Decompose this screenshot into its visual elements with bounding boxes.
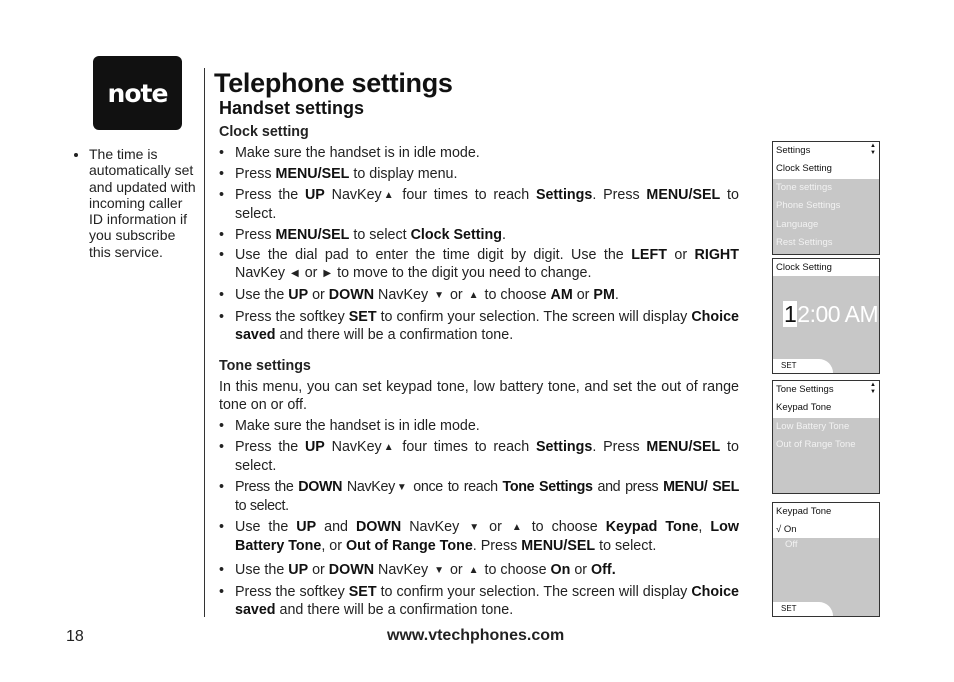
scroll-arrows-icon: ▲ ▼: [870, 382, 876, 395]
note-badge: [93, 56, 182, 130]
up-triangle-icon: ▲: [511, 521, 522, 533]
note-text: [71, 146, 197, 260]
menu-item: Low Battery Tone: [776, 420, 850, 432]
clock-steps: [219, 144, 739, 344]
main-content: [219, 123, 739, 622]
note-label: note: [107, 78, 168, 108]
list-item: • Use the dial pad to enter the time digit by digit. Use the LEFT or RIGHT NavKey ◀ or ▶ to move to the digit you need to change.: [219, 246, 739, 283]
menu-item: Rest Settings: [776, 237, 833, 248]
page-title: Telephone settings: [214, 68, 453, 98]
list-item: • Use the UP or DOWN NavKey ▼ or ▲ to choose AM or PM.: [219, 286, 739, 305]
menu-item: Tone settings: [776, 181, 832, 193]
screen-title: Keypad Tone: [773, 503, 879, 521]
tone-steps: [219, 417, 739, 619]
list-item: • Make sure the handset is in idle mode.: [219, 144, 739, 162]
settings-screen: [772, 141, 880, 255]
down-triangle-icon: ▼: [434, 565, 444, 577]
tone-heading: Tone settings: [219, 357, 311, 374]
time-cursor-digit: 1: [784, 301, 797, 327]
list-item: • Press MENU/SEL to display menu.: [219, 165, 739, 183]
list-item: • Use the UP or DOWN NavKey ▼ or ▲ to choose On or Off.: [219, 561, 739, 580]
right-triangle-icon: ▶: [323, 268, 332, 280]
up-triangle-icon: ▲: [468, 565, 479, 577]
menu-item: Out of Range Tone: [776, 439, 856, 450]
set-softkey: SET: [773, 602, 833, 616]
page-number: 18: [66, 628, 84, 645]
list-item: • Use the UP and DOWN NavKey ▼ or ▲ to choose Keypad Tone, Low Battery Tone, or Out of Range Tone. Press MENU/SEL to select.: [219, 518, 739, 555]
option-off: Off: [785, 539, 798, 550]
keypad-tone-screen: [772, 502, 880, 617]
clock-screen: [772, 258, 880, 374]
screen-title: Clock Setting: [773, 259, 879, 276]
tone-screen: [772, 380, 880, 494]
list-item: • Make sure the handset is in idle mode.: [219, 417, 739, 435]
screen-title: Settings ▲ ▼: [773, 142, 879, 160]
tone-intro: In this menu, you can set keypad tone, low battery tone, and set the out of range tone on or off.: [219, 378, 739, 414]
list-item: • Press the softkey SET to confirm your selection. The screen will display Choice saved and there will be a confirmation tone.: [219, 583, 739, 619]
set-softkey: SET: [773, 359, 833, 373]
clock-heading: Clock setting: [219, 124, 309, 140]
menu-item: Language: [776, 218, 819, 230]
up-triangle-icon: ▲: [468, 290, 479, 302]
down-triangle-icon: ▼: [469, 521, 480, 533]
left-triangle-icon: ◀: [291, 268, 299, 280]
up-triangle-icon: ▲: [383, 442, 394, 454]
list-item: • Press the UP NavKey ▲ four times to reach Settings. Press MENU/SEL to select.: [219, 186, 739, 223]
screen-title: Tone Settings ▲ ▼: [773, 381, 879, 399]
divider: [204, 68, 205, 617]
scroll-arrows-icon: ▲ ▼: [870, 143, 876, 156]
list-item: • Press the softkey SET to confirm your selection. The screen will display Choice saved and there will be a confirmation tone.: [219, 308, 739, 344]
menu-item-selected: Clock Setting: [773, 160, 879, 179]
menu-item: Phone Settings: [776, 200, 841, 211]
time-display: 12:00 AM: [784, 301, 879, 327]
menu-item-selected: Keypad Tone: [773, 399, 879, 418]
option-on: √ On: [773, 521, 879, 538]
list-item: • Press the UP NavKey ▲ four times to reach Settings. Press MENU/SEL to select.: [219, 438, 739, 475]
list-item: • Press the DOWN NavKey ▼ once to reach Tone Settings and press MENU/ SEL to select.: [219, 478, 739, 515]
footer-url[interactable]: www.vtechphones.com: [387, 627, 565, 644]
down-triangle-icon: ▼: [434, 290, 444, 302]
up-triangle-icon: ▲: [383, 189, 394, 201]
section-title: Handset settings: [219, 98, 365, 118]
check-icon: √: [776, 524, 782, 535]
list-item: • Press MENU/SEL to select Clock Setting.: [219, 226, 739, 244]
note-item: • The time is automatically set and updated with incoming caller ID information if you subscribe this service.: [89, 146, 197, 260]
down-triangle-icon: ▼: [396, 481, 407, 493]
